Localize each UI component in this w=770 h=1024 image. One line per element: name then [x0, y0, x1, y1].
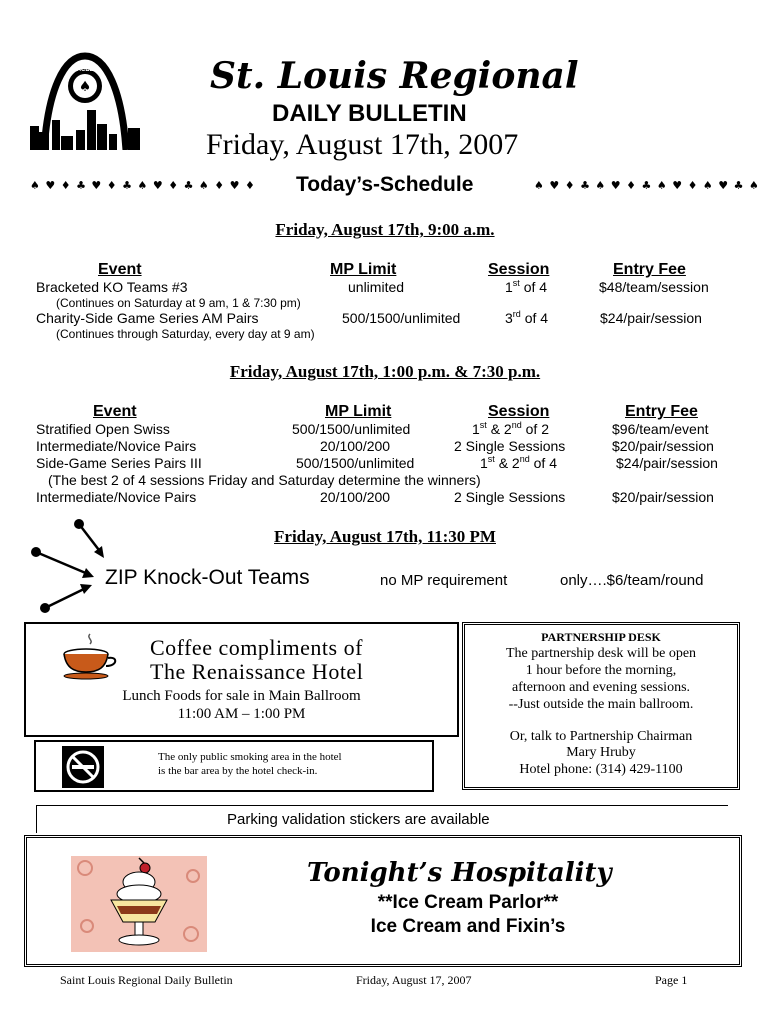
event-mp-limit: 20/100/200: [320, 438, 391, 454]
night-section-title: Friday, August 17th, 11:30 PM: [274, 527, 496, 546]
header-event: Event: [98, 261, 142, 278]
event-mp-limit: 20/100/200: [320, 489, 391, 505]
no-smoking-icon: [62, 746, 104, 788]
event-fee: $48/team/session: [599, 279, 709, 295]
event-note: (The best 2 of 4 sessions Friday and Saturday determine the winners): [48, 472, 481, 488]
event-note: (Continues on Saturday at 9 am, 1 & 7:30 pm): [56, 296, 301, 310]
lunch-line-1: Lunch Foods for sale in Main Ballroom: [122, 688, 361, 704]
morning-header-row: [0, 261, 770, 281]
header-session: Session: [488, 403, 550, 420]
event-name: Side-Game Series Pairs III: [36, 455, 202, 471]
zip-ko-fee: only….$6/team/round: [560, 572, 704, 589]
event-row: [0, 421, 770, 439]
event-row: [0, 489, 770, 507]
schedule-heading: Today’s-Schedule: [296, 173, 474, 196]
partnership-line: 1 hour before the morning,: [525, 663, 677, 678]
smoking-box: [34, 740, 434, 792]
logo-text: ACBL: [76, 67, 94, 73]
suits-left-decoration: ♠ ♥ ♦ ♣ ♥ ♦ ♣ ♠ ♥ ♦ ♣ ♠ ♦ ♥ ♦: [30, 179, 256, 192]
event-mp-limit: 500/1500/unlimited: [296, 455, 415, 471]
event-name: Intermediate/Novice Pairs: [36, 489, 197, 505]
event-fee: $24/pair/session: [600, 310, 702, 326]
zip-ko-mp: no MP requirement: [380, 572, 508, 589]
event-row: [0, 438, 770, 456]
event-name: Charity-Side Game Series AM Pairs: [36, 310, 259, 326]
header-session: Session: [488, 261, 550, 278]
hospitality-line-2: Ice Cream and Fixin’s: [370, 916, 566, 937]
afternoon-header-row: [0, 403, 770, 423]
afternoon-section-title: Friday, August 17th, 1:00 p.m. & 7:30 p.m.: [229, 362, 541, 381]
parking-banner: [36, 805, 728, 833]
footer-left: Saint Louis Regional Daily Bulletin: [60, 973, 233, 987]
event-fee: $20/pair/session: [612, 489, 714, 505]
coffee-cup-icon: [60, 632, 120, 680]
partnership-line: The partnership desk will be open: [505, 646, 697, 661]
arch-logo: [30, 50, 140, 150]
partnership-line: Mary Hruby: [566, 745, 636, 760]
smoking-line-2: is the bar area by the hotel check-in.: [158, 765, 318, 777]
event-mp-limit: 500/1500/unlimited: [342, 310, 461, 326]
bulletin-title: St. Louis Regional: [210, 55, 579, 97]
svg-text:♠: ♠: [78, 79, 92, 95]
suits-right-decoration: ♠ ♥ ♦ ♣ ♠ ♥ ♦ ♣ ♠ ♥ ♦ ♠ ♥ ♣ ♠: [534, 179, 760, 192]
partnership-line: --Just outside the main ballroom.: [508, 697, 694, 712]
header-mp-limit: MP Limit: [325, 403, 392, 420]
header-mp-limit: MP Limit: [330, 261, 397, 278]
event-mp-limit: 500/1500/unlimited: [292, 421, 411, 437]
hospitality-line-1: **Ice Cream Parlor**: [377, 892, 559, 913]
lunch-line-2: 11:00 AM – 1:00 PM: [177, 706, 306, 722]
partnership-line: afternoon and evening sessions.: [511, 680, 691, 695]
event-name: Intermediate/Novice Pairs: [36, 438, 197, 454]
event-fee: $24/pair/session: [616, 455, 718, 471]
event-fee: $20/pair/session: [612, 438, 714, 454]
bulletin-subtitle: DAILY BULLETIN: [272, 100, 467, 127]
footer-center: Friday, August 17, 2007: [356, 973, 472, 987]
coffee-box: [24, 622, 459, 737]
event-session: 1st of 4: [505, 278, 548, 295]
hospitality-title: Tonight’s Hospitality: [307, 858, 612, 888]
coffee-line-2: The Renaissance Hotel: [150, 659, 364, 684]
header-event: Event: [93, 403, 137, 420]
event-row: [0, 455, 770, 473]
event-session: 2 Single Sessions: [454, 438, 566, 454]
event-fee: $96/team/event: [612, 421, 709, 437]
event-row: [0, 310, 770, 328]
event-session: 1st & 2nd of 2: [472, 420, 549, 437]
event-name: Stratified Open Swiss: [36, 421, 170, 437]
morning-section-title: Friday, August 17th, 9:00 a.m.: [275, 220, 495, 239]
event-session: 3rd of 4: [505, 309, 549, 326]
hospitality-box: [24, 835, 742, 967]
header-entry-fee: Entry Fee: [625, 403, 698, 420]
bulletin-date: Friday, August 17th, 2007: [206, 128, 519, 161]
gateway-arch-icon: [30, 50, 140, 150]
partnership-line: Hotel phone: (314) 429-1100: [519, 762, 683, 777]
event-mp-limit: unlimited: [348, 279, 405, 295]
event-row: [0, 279, 770, 297]
event-session: 2 Single Sessions: [454, 489, 566, 505]
event-session: 1st & 2nd of 4: [480, 454, 557, 471]
coffee-line-1: Coffee compliments of: [150, 635, 363, 660]
event-note: (Continues through Saturday, every day at 9 am): [56, 327, 315, 341]
header-entry-fee: Entry Fee: [613, 261, 686, 278]
smoking-line-1: The only public smoking area in the hotel: [158, 751, 342, 763]
partnership-title: PARTNERSHIP DESK: [541, 630, 661, 644]
zip-ko-event: ZIP Knock-Out Teams: [105, 566, 310, 589]
parking-text: Parking validation stickers are available: [227, 811, 490, 828]
event-name: Bracketed KO Teams #3: [36, 279, 188, 295]
partnership-line: Or, talk to Partnership Chairman: [509, 729, 693, 744]
footer-page-number: Page 1: [655, 973, 688, 987]
partnership-desk-box: [462, 622, 740, 790]
